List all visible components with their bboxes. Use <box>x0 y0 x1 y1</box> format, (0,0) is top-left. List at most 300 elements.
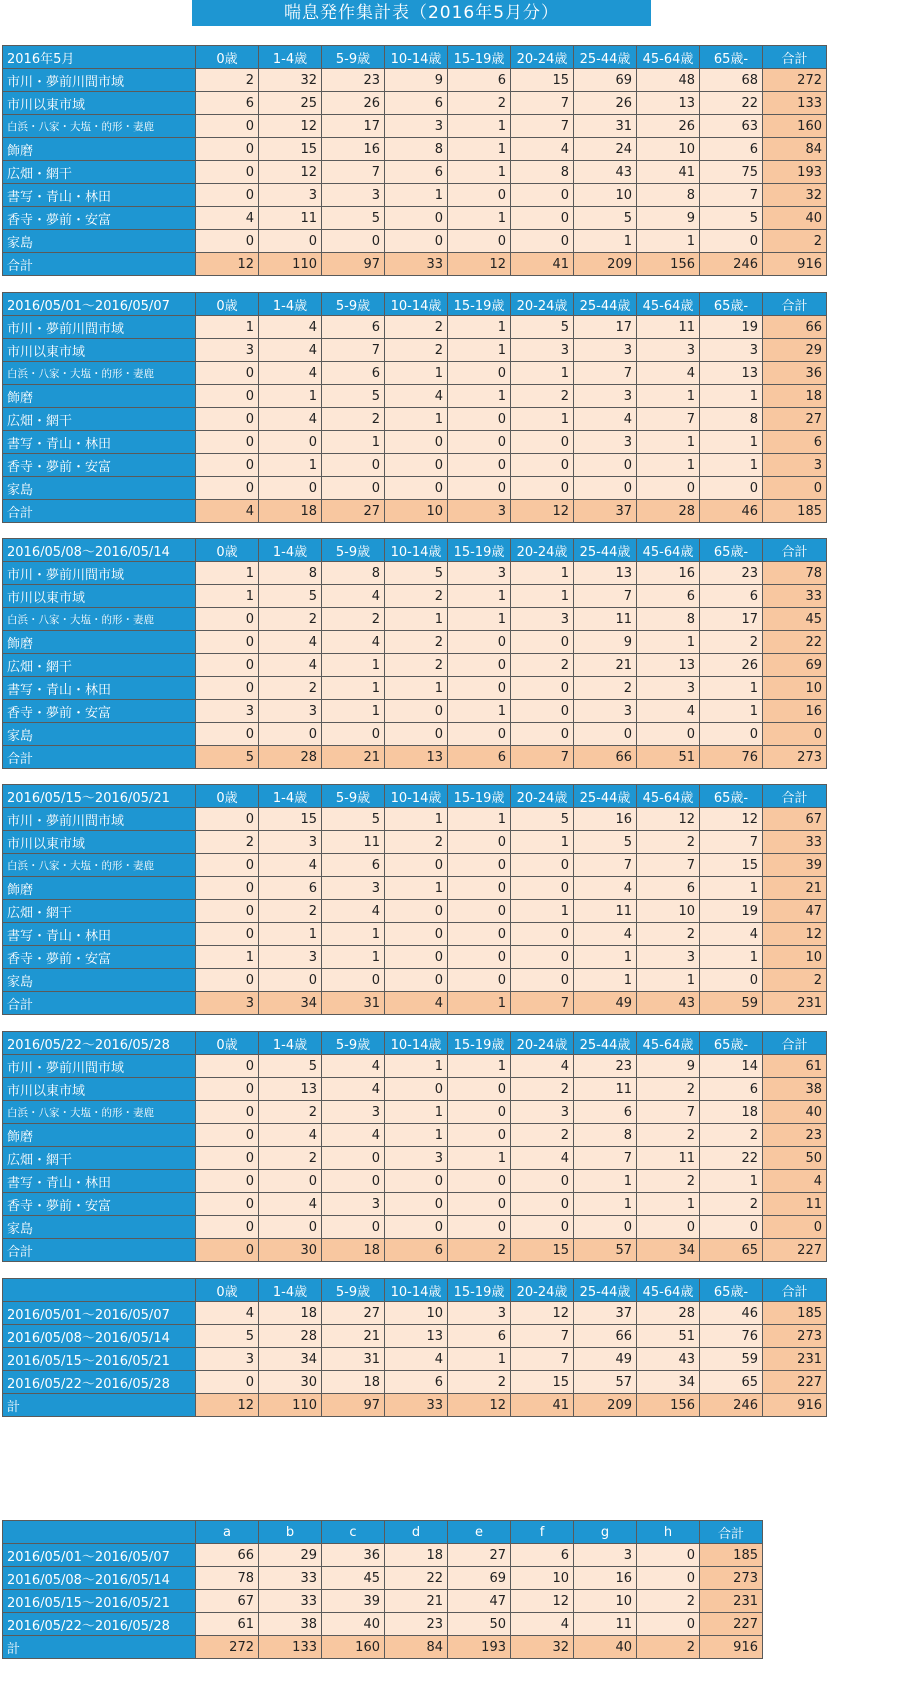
table-cell: 26 <box>700 654 763 677</box>
table-cell: 133 <box>763 92 827 115</box>
row-label: 市川以東市域 <box>3 831 196 854</box>
column-header: 15-19歳 <box>448 293 511 316</box>
table-corner-header: 2016/05/08～2016/05/14 <box>3 539 196 562</box>
table-cell: 3 <box>511 608 574 631</box>
table-cell: 6 <box>322 362 385 385</box>
table-cell: 24 <box>574 138 637 161</box>
table-cell: 4 <box>322 585 385 608</box>
table-cell: 6 <box>448 746 511 769</box>
table-row <box>3 431 827 454</box>
column-header: 65歳- <box>700 1279 763 1302</box>
table-cell: 12 <box>511 1590 574 1613</box>
table-cell: 0 <box>448 1078 511 1101</box>
table-cell: 21 <box>322 1325 385 1348</box>
table-cell: 12 <box>637 808 700 831</box>
column-header: 25-44歳 <box>574 785 637 808</box>
table-row <box>3 184 827 207</box>
column-header: 45-64歳 <box>637 785 700 808</box>
column-header: 合計 <box>763 46 827 69</box>
table-cell: 1 <box>448 1147 511 1170</box>
table-cell: 6 <box>385 1371 448 1394</box>
table-row <box>3 877 827 900</box>
table-row <box>3 700 827 723</box>
table-cell: 0 <box>259 1216 322 1239</box>
table-cell: 0 <box>196 161 259 184</box>
table-cell: 1 <box>700 877 763 900</box>
table-cell: 0 <box>196 230 259 253</box>
table-cell: 1 <box>385 808 448 831</box>
table-cell: 5 <box>196 1325 259 1348</box>
table-cell: 2 <box>448 1239 511 1262</box>
table-cell: 916 <box>763 1394 827 1417</box>
table-cell: 51 <box>637 746 700 769</box>
table-cell: 0 <box>637 1216 700 1239</box>
table-row <box>3 477 827 500</box>
table-cell: 4 <box>511 1055 574 1078</box>
row-label: 書写・青山・林田 <box>3 431 196 454</box>
table-cell: 12 <box>259 161 322 184</box>
table-cell: 1 <box>637 230 700 253</box>
column-header: 0歳 <box>196 1279 259 1302</box>
table-cell: 4 <box>259 362 322 385</box>
table-cell: 156 <box>637 253 700 276</box>
table-cell: 9 <box>637 207 700 230</box>
table-cell: 1 <box>322 923 385 946</box>
table-cell: 12 <box>700 808 763 831</box>
table-cell: 26 <box>322 92 385 115</box>
table-cell: 22 <box>385 1567 448 1590</box>
table-cell: 1 <box>259 923 322 946</box>
table-cell: 2 <box>448 92 511 115</box>
column-header: 5-9歳 <box>322 785 385 808</box>
table-cell: 3 <box>637 946 700 969</box>
table-cell: 1 <box>448 138 511 161</box>
table-cell: 3 <box>448 500 511 523</box>
table-cell: 1 <box>385 677 448 700</box>
table-cell: 4 <box>637 700 700 723</box>
table-cell: 0 <box>637 1567 700 1590</box>
row-label: 2016/05/15～2016/05/21 <box>3 1348 196 1371</box>
table-cell: 2 <box>259 677 322 700</box>
table-row <box>3 808 827 831</box>
column-header: 10-14歳 <box>385 1279 448 1302</box>
table-cell: 12 <box>196 253 259 276</box>
row-label: 家島 <box>3 230 196 253</box>
table-cell: 57 <box>574 1371 637 1394</box>
table-cell: 27 <box>763 408 827 431</box>
table-cell: 3 <box>259 831 322 854</box>
table-row <box>3 677 827 700</box>
table-cell: 18 <box>763 385 827 408</box>
table-cell: 11 <box>322 831 385 854</box>
table-cell: 0 <box>385 230 448 253</box>
table-cell: 0 <box>637 477 700 500</box>
column-header: f <box>511 1521 574 1544</box>
row-label: 2016/05/08～2016/05/14 <box>3 1325 196 1348</box>
table-cell: 57 <box>574 1239 637 1262</box>
table-cell: 0 <box>322 1170 385 1193</box>
table-row <box>3 992 827 1015</box>
row-label: 香寺・夢前・安富 <box>3 1193 196 1216</box>
row-label: 飾磨 <box>3 631 196 654</box>
table-cell: 7 <box>700 831 763 854</box>
table-cell: 6 <box>763 431 827 454</box>
row-label: 2016/05/01～2016/05/07 <box>3 1302 196 1325</box>
row-label: 合計 <box>3 992 196 1015</box>
table-row <box>3 969 827 992</box>
column-header: h <box>637 1521 700 1544</box>
column-header: 10-14歳 <box>385 539 448 562</box>
table-cell: 1 <box>448 608 511 631</box>
table-cell: 0 <box>448 477 511 500</box>
table-cell: 0 <box>511 1170 574 1193</box>
table-cell: 6 <box>385 92 448 115</box>
column-header: 25-44歳 <box>574 1032 637 1055</box>
column-header: 合計 <box>763 1279 827 1302</box>
table-cell: 17 <box>322 115 385 138</box>
table-cell: 8 <box>574 1124 637 1147</box>
table-cell: 4 <box>763 1170 827 1193</box>
table-cell: 1 <box>196 946 259 969</box>
column-header: 5-9歳 <box>322 46 385 69</box>
table-cell: 1 <box>322 700 385 723</box>
table-cell: 10 <box>637 138 700 161</box>
table-cell: 0 <box>511 677 574 700</box>
column-header: 0歳 <box>196 539 259 562</box>
table-cell: 36 <box>322 1544 385 1567</box>
table-header-row <box>3 1521 763 1544</box>
row-label: 2016/05/08～2016/05/14 <box>3 1567 196 1590</box>
table-cell: 0 <box>448 631 511 654</box>
table-cell: 1 <box>385 608 448 631</box>
table-cell: 1 <box>511 900 574 923</box>
table-cell: 0 <box>448 454 511 477</box>
column-header: 0歳 <box>196 1032 259 1055</box>
table-cell: 0 <box>196 138 259 161</box>
table-cell: 40 <box>763 207 827 230</box>
column-header: c <box>322 1521 385 1544</box>
table-cell: 14 <box>700 1055 763 1078</box>
table-cell: 0 <box>385 1216 448 1239</box>
row-label: 飾磨 <box>3 138 196 161</box>
table-cell: 6 <box>448 1325 511 1348</box>
table-cell: 3 <box>637 677 700 700</box>
table-cell: 0 <box>511 923 574 946</box>
table-cell: 63 <box>700 115 763 138</box>
table-cell: 12 <box>763 923 827 946</box>
row-label: 香寺・夢前・安富 <box>3 700 196 723</box>
column-header: 5-9歳 <box>322 539 385 562</box>
table-cell: 3 <box>574 700 637 723</box>
table-cell: 0 <box>763 1216 827 1239</box>
table-cell: 27 <box>322 1302 385 1325</box>
column-header: 65歳- <box>700 46 763 69</box>
row-label: 白浜・八家・大塩・的形・妻鹿 <box>3 362 196 385</box>
table-cell: 33 <box>763 585 827 608</box>
table-cell: 3 <box>259 700 322 723</box>
table-cell: 2 <box>259 900 322 923</box>
table-cell: 10 <box>574 1590 637 1613</box>
table-cell: 1 <box>448 339 511 362</box>
table-cell: 1 <box>448 808 511 831</box>
table-cell: 0 <box>574 477 637 500</box>
table-cell: 15 <box>700 854 763 877</box>
table-cell: 7 <box>574 854 637 877</box>
table-cell: 39 <box>322 1590 385 1613</box>
row-label: 香寺・夢前・安富 <box>3 207 196 230</box>
table-cell: 0 <box>196 477 259 500</box>
table-row <box>3 1567 763 1590</box>
table-cell: 31 <box>322 992 385 1015</box>
row-label: 書写・青山・林田 <box>3 1170 196 1193</box>
row-label: 市川以東市域 <box>3 92 196 115</box>
row-label: 市川以東市域 <box>3 585 196 608</box>
table-cell: 1 <box>637 431 700 454</box>
table-cell: 1 <box>448 115 511 138</box>
table-header-row <box>3 785 827 808</box>
table-cell: 3 <box>196 339 259 362</box>
table-cell: 5 <box>385 562 448 585</box>
table-cell: 38 <box>259 1613 322 1636</box>
row-label: 2016/05/22～2016/05/28 <box>3 1613 196 1636</box>
table-cell: 273 <box>763 746 827 769</box>
table-cell: 40 <box>763 1101 827 1124</box>
table-cell: 1 <box>574 1170 637 1193</box>
column-header: 0歳 <box>196 785 259 808</box>
table-cell: 0 <box>511 877 574 900</box>
column-header: 10-14歳 <box>385 293 448 316</box>
column-header: 10-14歳 <box>385 785 448 808</box>
table-cell: 45 <box>322 1567 385 1590</box>
table-cell: 1 <box>322 431 385 454</box>
table-cell: 1 <box>385 877 448 900</box>
table-cell: 231 <box>700 1590 763 1613</box>
column-header: 合計 <box>763 1032 827 1055</box>
table-cell: 0 <box>448 1216 511 1239</box>
table-cell: 21 <box>763 877 827 900</box>
table-cell: 0 <box>700 477 763 500</box>
table-cell: 0 <box>259 1170 322 1193</box>
table-corner-header: 2016/05/15～2016/05/21 <box>3 785 196 808</box>
row-label: 家島 <box>3 969 196 992</box>
table-cell: 0 <box>511 477 574 500</box>
table-row <box>3 608 827 631</box>
table-cell: 3 <box>196 992 259 1015</box>
table-cell: 231 <box>763 992 827 1015</box>
table-cell: 3 <box>259 946 322 969</box>
table-cell: 41 <box>511 1394 574 1417</box>
table-cell: 0 <box>196 385 259 408</box>
table-cell: 27 <box>448 1544 511 1567</box>
table-cell: 13 <box>385 746 448 769</box>
table-corner-header <box>3 1521 196 1544</box>
table-cell: 26 <box>637 115 700 138</box>
table-cell: 0 <box>196 854 259 877</box>
table-cell: 7 <box>637 408 700 431</box>
table-cell: 6 <box>574 1101 637 1124</box>
table-cell: 156 <box>637 1394 700 1417</box>
table-cell: 40 <box>322 1613 385 1636</box>
table-cell: 0 <box>196 1124 259 1147</box>
column-header: 45-64歳 <box>637 539 700 562</box>
table-cell: 2 <box>322 608 385 631</box>
table-cell: 0 <box>448 1101 511 1124</box>
column-header: 20-24歳 <box>511 1032 574 1055</box>
table-cell: 25 <box>259 92 322 115</box>
table-row <box>3 854 827 877</box>
table-cell: 0 <box>511 207 574 230</box>
table-cell: 7 <box>637 1101 700 1124</box>
table-cell: 227 <box>763 1239 827 1262</box>
row-label: 香寺・夢前・安富 <box>3 454 196 477</box>
table-cell: 69 <box>763 654 827 677</box>
table-cell: 18 <box>259 1302 322 1325</box>
table-cell: 1 <box>448 207 511 230</box>
table-cell: 0 <box>511 230 574 253</box>
column-header: 20-24歳 <box>511 293 574 316</box>
table-cell: 0 <box>322 723 385 746</box>
table-cell: 2 <box>763 230 827 253</box>
table-cell: 6 <box>637 877 700 900</box>
table-cell: 13 <box>385 1325 448 1348</box>
table-cell: 7 <box>637 854 700 877</box>
table-cell: 0 <box>448 230 511 253</box>
table-row <box>3 923 827 946</box>
table-cell: 26 <box>574 92 637 115</box>
table-cell: 3 <box>322 184 385 207</box>
table-corner-header <box>3 1279 196 1302</box>
table-cell: 1 <box>448 385 511 408</box>
row-label: 市川・夢前川間市域 <box>3 808 196 831</box>
table-cell: 0 <box>385 723 448 746</box>
table-cell: 0 <box>322 1147 385 1170</box>
table-cell: 0 <box>763 477 827 500</box>
table-cell: 0 <box>385 854 448 877</box>
table-cell: 51 <box>637 1325 700 1348</box>
row-label: 市川・夢前川間市域 <box>3 562 196 585</box>
table-cell: 2 <box>574 677 637 700</box>
table-cell: 5 <box>322 385 385 408</box>
table-cell: 16 <box>763 700 827 723</box>
table-cell: 0 <box>448 654 511 677</box>
column-header: 25-44歳 <box>574 539 637 562</box>
column-header: b <box>259 1521 322 1544</box>
column-header: 合計 <box>700 1521 763 1544</box>
table-cell: 10 <box>385 1302 448 1325</box>
column-header: 25-44歳 <box>574 293 637 316</box>
table-cell: 5 <box>322 207 385 230</box>
table-cell: 4 <box>196 1302 259 1325</box>
table-row <box>3 92 827 115</box>
row-label: 合計 <box>3 1239 196 1262</box>
table-cell: 8 <box>259 562 322 585</box>
table-cell: 66 <box>574 746 637 769</box>
table-row <box>3 946 827 969</box>
table-cell: 2 <box>448 1371 511 1394</box>
table-header-row <box>3 293 827 316</box>
region-summary-table <box>2 1520 763 1659</box>
table-row <box>3 339 827 362</box>
table-cell: 3 <box>574 1544 637 1567</box>
table-cell: 4 <box>196 207 259 230</box>
table-cell: 76 <box>700 746 763 769</box>
table-cell: 11 <box>574 1078 637 1101</box>
column-header: 45-64歳 <box>637 1032 700 1055</box>
table-cell: 22 <box>700 1147 763 1170</box>
column-header: 10-14歳 <box>385 1032 448 1055</box>
table-cell: 0 <box>196 1239 259 1262</box>
table-cell: 0 <box>448 431 511 454</box>
table-cell: 13 <box>700 362 763 385</box>
table-cell: 6 <box>259 877 322 900</box>
table-row <box>3 408 827 431</box>
table-cell: 2 <box>196 831 259 854</box>
column-header: 1-4歳 <box>259 293 322 316</box>
table-cell: 8 <box>637 608 700 631</box>
table-row <box>3 69 827 92</box>
table-cell: 0 <box>700 230 763 253</box>
table-cell: 68 <box>700 69 763 92</box>
table-cell: 4 <box>259 631 322 654</box>
table-cell: 28 <box>637 1302 700 1325</box>
table-cell: 78 <box>196 1567 259 1590</box>
table-cell: 69 <box>574 69 637 92</box>
row-label: 白浜・八家・大塩・的形・妻鹿 <box>3 854 196 877</box>
table-cell: 2 <box>259 1101 322 1124</box>
column-header: 15-19歳 <box>448 539 511 562</box>
block-table-0 <box>2 45 827 276</box>
table-cell: 32 <box>511 1636 574 1659</box>
table-cell: 3 <box>448 562 511 585</box>
table-cell: 16 <box>322 138 385 161</box>
row-label: 2016/05/15～2016/05/21 <box>3 1590 196 1613</box>
table-cell: 0 <box>196 431 259 454</box>
table-cell: 0 <box>763 723 827 746</box>
table-cell: 0 <box>385 477 448 500</box>
table-cell: 2 <box>385 831 448 854</box>
table-cell: 3 <box>700 339 763 362</box>
table-row <box>3 1055 827 1078</box>
table-cell: 8 <box>700 408 763 431</box>
table-cell: 0 <box>196 115 259 138</box>
row-label: 合計 <box>3 253 196 276</box>
table-cell: 6 <box>511 1544 574 1567</box>
table-cell: 3 <box>637 339 700 362</box>
table-cell: 50 <box>763 1147 827 1170</box>
table-cell: 7 <box>511 1348 574 1371</box>
table-cell: 0 <box>385 700 448 723</box>
table-cell: 15 <box>259 808 322 831</box>
table-cell: 39 <box>763 854 827 877</box>
table-cell: 0 <box>448 723 511 746</box>
table-cell: 3 <box>574 385 637 408</box>
table-cell: 0 <box>385 1170 448 1193</box>
table-cell: 0 <box>196 1170 259 1193</box>
table-cell: 185 <box>700 1544 763 1567</box>
table-cell: 16 <box>637 562 700 585</box>
table-cell: 1 <box>385 1101 448 1124</box>
table-cell: 4 <box>196 500 259 523</box>
table-cell: 46 <box>700 1302 763 1325</box>
table-cell: 10 <box>385 500 448 523</box>
table-cell: 1 <box>511 408 574 431</box>
column-header: 合計 <box>763 539 827 562</box>
column-header: 65歳- <box>700 785 763 808</box>
table-cell: 231 <box>763 1348 827 1371</box>
table-cell: 1 <box>196 585 259 608</box>
table-cell: 4 <box>385 385 448 408</box>
table-row <box>3 831 827 854</box>
